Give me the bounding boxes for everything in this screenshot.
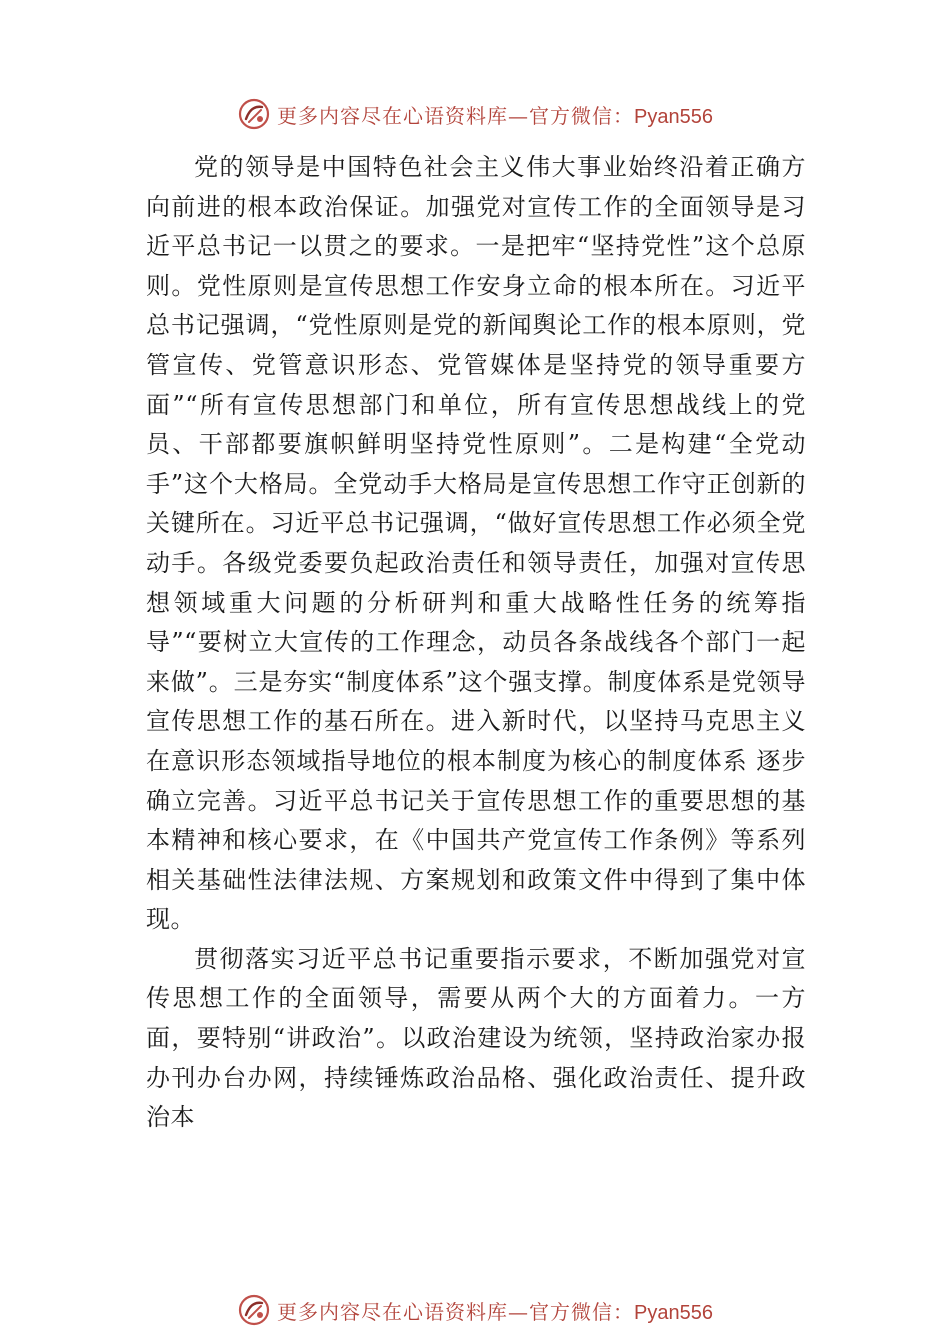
library-logo-icon [237, 97, 271, 131]
paragraph-1: 党的领导是中国特色社会主义伟大事业始终沿着正确方向前进的根本政治保证。加强党对宣传工作的全面领导是习近平总书记一以贯之的要求。一是把牢“坚持党性”这个总原则。党性原则是宣传思想工作安身立命的根本所在。习近平总书记强调，“党性原则是党的新闻舆论工作的根本原则，党管宣传、党管意识形态、党管媒体是坚持党的领导重要方面”“所有宣传思想部门和单位，所有宣传思想战线上的党员、干部都要旗帜鲜明坚持党性原则”。二是构建“全党动手”这个大格局。全党动手大格局是宣传思想工作守正创新的关键所在。习近平总书记强调，“做好宣传思想工作必须全党动手。各级党委要负起政治责任和领导责任，加强对宣传思想领域重大问题的分析研判和重大战略性任务的统筹指导”“要树立大宣传的工作理念，动员各条战线各个部门一起来做”。三是夯实“制度体系”这个强支撑。制度体系是党领导宣传思想工作的基石所在。进入新时代，以坚持马克思主义在意识形态领域指导地位的根本制度为核心的制度体系 逐步确立完善。习近平总书记关于宣传思想工作的重要思想的基本精神和核心要求，在《中国共产党宣传工作条例》等系列相关基础性法律法规、方案规划和政策文件中得到了集中体现。 [146, 153, 806, 934]
footer-watermark [0, 1290, 950, 1330]
watermark-text: 更多内容尽在心语资料库—官方微信：Pyan556 [277, 1299, 713, 1324]
document-body [146, 148, 806, 1138]
library-logo-icon [237, 1293, 271, 1327]
header-watermark [0, 94, 950, 134]
watermark-text: 更多内容尽在心语资料库—官方微信：Pyan556 [277, 103, 713, 128]
paragraph-2: 贯彻落实习近平总书记重要指示要求，不断加强党对宣传思想工作的全面领导，需要从两个大的方面着力。一方面，要特别“讲政治”。以政治建设为统领，坚持政治家办报办刊办台办网，持续锤炼政治品格、强化政治责任、提升政治本 [146, 944, 806, 1132]
